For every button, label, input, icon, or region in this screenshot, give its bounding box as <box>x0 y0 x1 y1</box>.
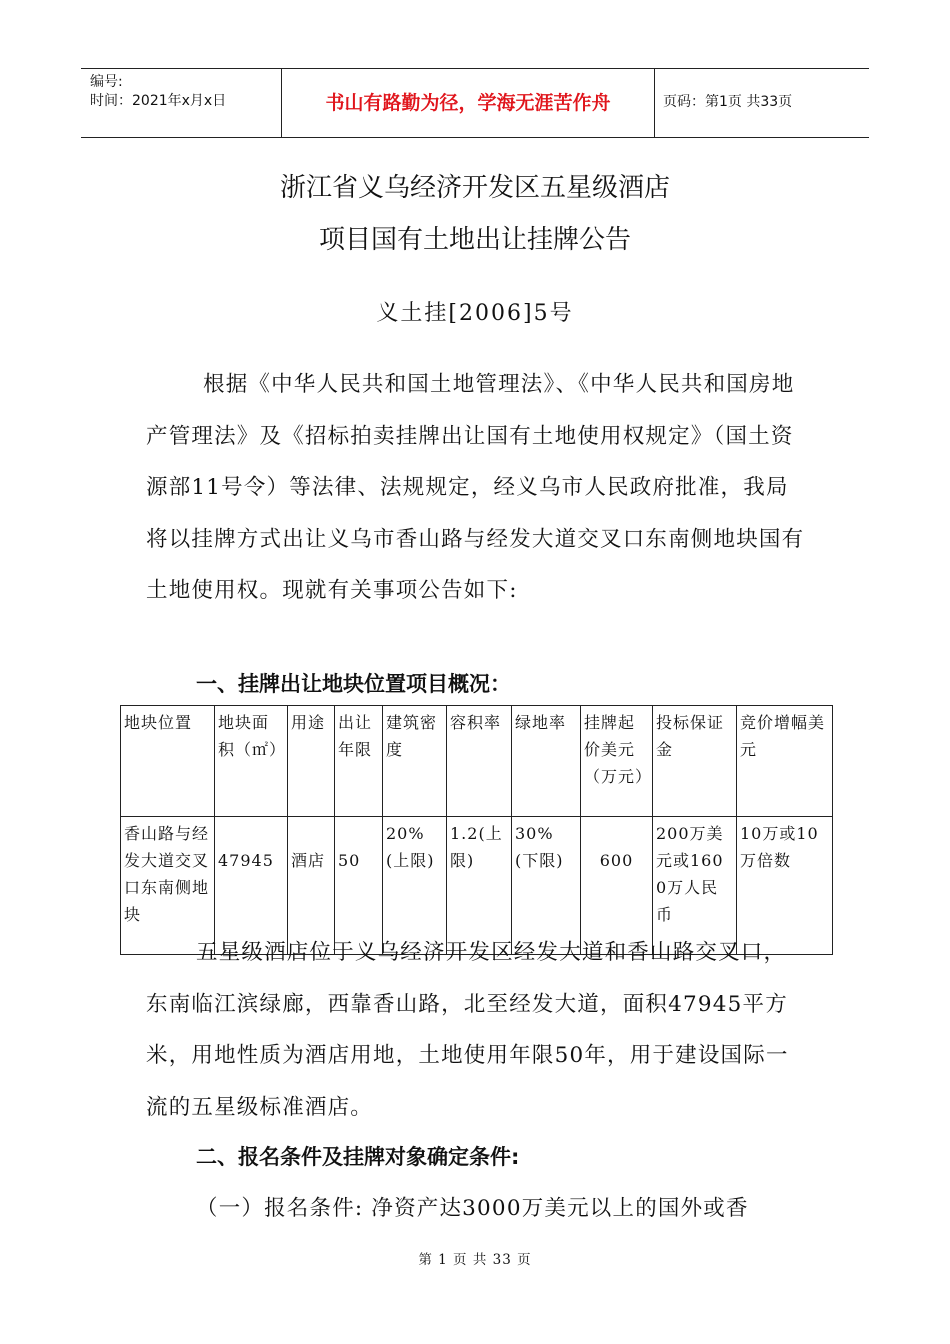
section-2-heading: 二、报名条件及挂牌对象确定条件: <box>196 1145 520 1169</box>
title-line-2: 项目国有土地出让挂牌公告 <box>318 225 631 255</box>
description-paragraph: 五星级酒店位于义乌经济开发区经发大道和香山路交叉口，东南临江滨绿廊，西靠香山路，北至经发大道，面积47945平方米，用地性质为酒店用地，土地使用年限50年，用于建设国际一流的五星级标准酒店。 <box>146 940 789 1120</box>
table-cell: 30%(下限) <box>512 817 581 955</box>
table-cell: 47945 <box>215 817 288 955</box>
document-number: 义土挂[2006]5号 <box>376 301 574 326</box>
table-header-row <box>121 706 833 817</box>
table-cell: 10万或10万倍数 <box>737 817 833 955</box>
header-cell: 建筑密度 <box>383 706 447 817</box>
table-cell: 酒店 <box>288 817 335 955</box>
title-line-1: 浙江省义乌经济开发区五星级酒店 <box>279 173 670 203</box>
number-label: 编号: <box>90 74 123 90</box>
document-header <box>81 68 869 138</box>
header-meta <box>81 69 281 137</box>
header-cell: 挂牌起价美元（万元） <box>581 706 653 817</box>
header-cell: 容积率 <box>447 706 512 817</box>
header-cell: 出让年限 <box>335 706 383 817</box>
table-cell: 50 <box>335 817 383 955</box>
header-cell: 地块位置 <box>121 706 215 817</box>
intro-paragraph: 根据《中华人民共和国土地管理法》、《中华人民共和国房地产管理法》及《招标拍卖挂牌出让国有土地使用权规定》（国土资源部11号令）等法律、法规规定，经义乌市人民政府批准，我局将以挂牌方式出让义乌市香山路与经发大道交叉口东南侧地块国有土地使用权。现就有关事项公告如下: <box>146 372 805 603</box>
page-code: 页码：第1页 共33页 <box>663 94 793 110</box>
land-parcel-table <box>120 705 833 955</box>
table-cell: 1.2(上限) <box>447 817 512 955</box>
time-label: 时间：2021年x月x日 <box>90 93 227 109</box>
header-cell: 地块面积（㎡） <box>215 706 288 817</box>
header-cell: 投标保证金 <box>653 706 737 817</box>
header-cell: 用途 <box>288 706 335 817</box>
table-cell: 600 <box>581 817 653 955</box>
header-cell: 竞价增幅美元 <box>737 706 833 817</box>
section-1-heading: 一、挂牌出让地块位置项目概况： <box>196 672 511 696</box>
table-cell: 香山路与经发大道交叉口东南侧地块 <box>121 817 215 955</box>
table-cell: 200万美元或1600万人民币 <box>653 817 737 955</box>
page-footer: 第 1 页 共 33 页 <box>418 1252 532 1268</box>
header-motto: 书山有路勤为径，学海无涯苦作舟 <box>281 69 655 137</box>
table-cell: 20%(上限) <box>383 817 447 955</box>
condition-paragraph: （一）报名条件: 净资产达3000万美元以上的国外或香 <box>196 1196 749 1221</box>
header-cell: 绿地率 <box>512 706 581 817</box>
